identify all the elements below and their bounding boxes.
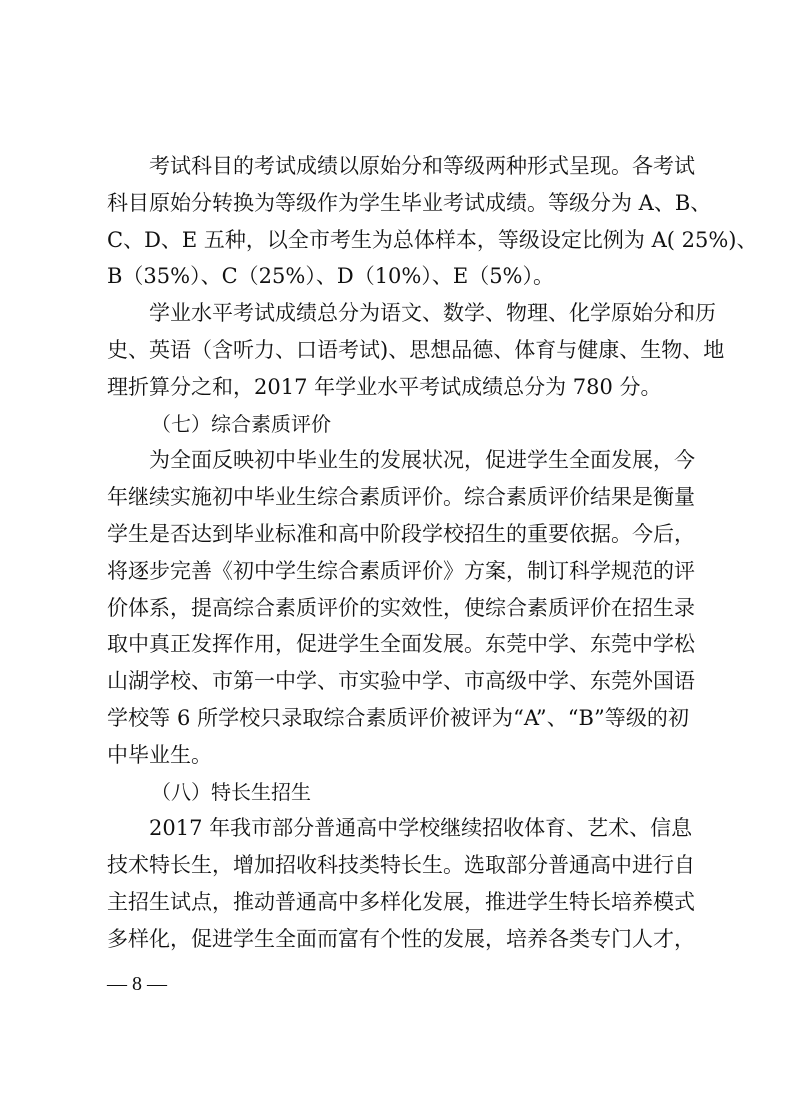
- text-line: 为全面反映初中毕业生的发展状况，促进学生全面发展，今: [149, 448, 695, 473]
- text-line: （七）综合素质评价: [151, 411, 331, 436]
- section-heading: [107, 406, 689, 443]
- text-line: 考试科目的考试成绩以原始分和等级两种形式呈现。各考试: [149, 154, 695, 178]
- text-line: 2017 年我市部分普通高中学校继续招收体育、艺术、信息: [149, 816, 693, 841]
- body-paragraph: [107, 442, 695, 773]
- text-line: 中毕业生。: [107, 742, 212, 767]
- section-heading: [107, 774, 689, 811]
- body-paragraph: [107, 295, 725, 405]
- text-line: 山湖学校、市第一中学、市实验中学、市高级中学、东莞外国语: [107, 669, 695, 694]
- page-content: [107, 148, 758, 958]
- text-line: 年继续实施初中毕业生综合素质评价。综合素质评价结果是衡量: [107, 485, 695, 510]
- text-line: C、D、E 五种，以全市考生为总体样本，等级设定比例为 A( 25%)、: [107, 227, 758, 252]
- text-line: 主招生试点，推动普通高中多样化发展，推进学生特长培养模式: [107, 889, 695, 914]
- text-line: 价体系，提高综合素质评价的实效性，使综合素质评价在招生录: [107, 595, 695, 620]
- text-line: 多样化，促进学生全面而富有个性的发展，培养各类专门人才，: [107, 926, 695, 951]
- text-line: （八）特长生招生: [151, 779, 311, 804]
- text-line: 史、英语（含听力、口语考试)、思想品德、体育与健康、生物、地: [107, 337, 725, 362]
- text-line: 将逐步完善《初中学生综合素质评价》方案，制订科学规范的评: [107, 558, 695, 583]
- page-number: — 8 —: [107, 973, 167, 995]
- text-line: 学业水平考试成绩总分为语文、数学、物理、化学原始分和历: [149, 301, 716, 326]
- text-line: B（35%）、C（25%）、D（10%）、E（5%）。: [107, 264, 555, 289]
- text-line: 学校等 6 所学校只录取综合素质评价被评为“A”、“B”等级的初: [107, 705, 689, 730]
- text-line: 学生是否达到毕业标准和高中阶段学校招生的重要依据。今后，: [107, 521, 695, 546]
- body-paragraph: [107, 148, 758, 295]
- body-paragraph: [107, 810, 695, 957]
- text-line: 理折算分之和，2017 年学业水平考试成绩总分为 780 分。: [107, 374, 662, 399]
- text-line: 技术特长生，增加招收科技类特长生。选取部分普通高中进行自: [107, 853, 695, 878]
- text-line: 科目原始分转换为等级作为学生毕业考试成绩。等级分为 A、B、: [107, 190, 712, 215]
- text-line: 取中真正发挥作用，促进学生全面发展。东莞中学、东莞中学松: [107, 632, 695, 657]
